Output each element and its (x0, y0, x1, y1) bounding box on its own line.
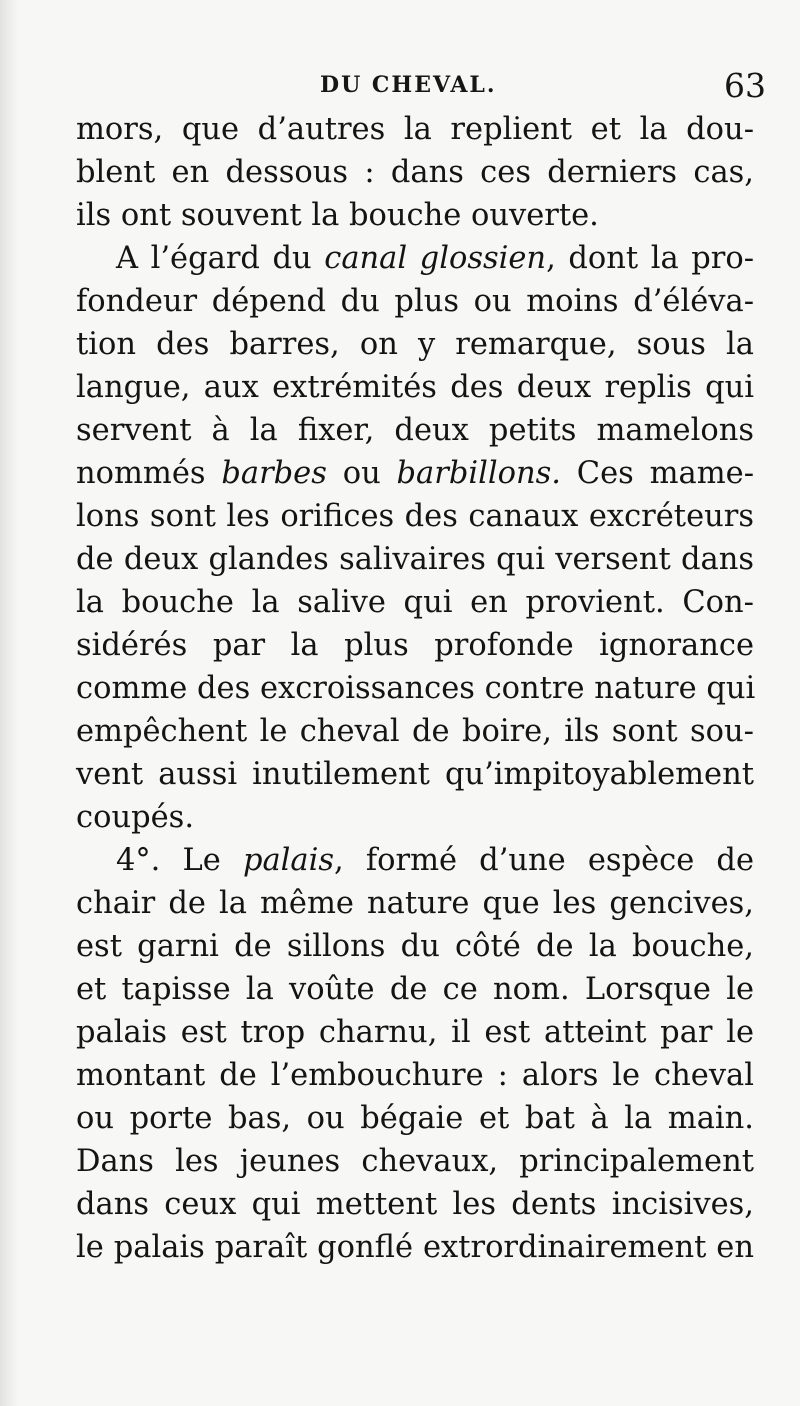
text-line: servent à la fixer, deux petits mamelons (76, 413, 754, 448)
italic-term: palais (242, 843, 334, 878)
body-text (76, 108, 754, 1269)
text-line: dans ceux qui mettent les dents incisives, (76, 1187, 754, 1222)
italic-term: barbillons. (396, 456, 561, 491)
text-line: A l’égard du canal glossien, dont la pro- (116, 241, 755, 276)
text-line: ou porte bas, ou bégaie et bat à la main. (76, 1101, 754, 1136)
text-line: de deux glandes salivaires qui versent dans (76, 542, 754, 577)
text-line: tion des barres, on y remarque, sous la (76, 327, 754, 362)
text-line: la bouche la salive qui en provient. Con- (76, 585, 754, 620)
text-line: est garni de sillons du côté de la bouche, (76, 929, 754, 964)
text-line: empêchent le cheval de boire, ils sont sou- (76, 714, 754, 749)
text-line: mors, que d’autres la replient et la dou- (76, 112, 754, 147)
text-line: blent en dessous : dans ces derniers cas, (76, 155, 754, 190)
text-line: fondeur dépend du plus ou moins d’éléva- (76, 284, 754, 319)
text-line: montant de l’embouchure : alors le cheval (76, 1058, 754, 1093)
text-line: comme des excroissances contre nature qui (76, 671, 756, 706)
text-line: chair de la même nature que les gencives, (76, 886, 754, 921)
page-number: 63 (724, 66, 766, 105)
text-line: vent aussi inutilement qu’impitoyablement (76, 757, 754, 792)
text-line: lons sont les orifices des canaux excréteurs (76, 499, 754, 534)
running-head: DU CHEVAL. (320, 72, 497, 98)
text-line: langue, aux extrémités des deux replis qui (76, 370, 754, 405)
text-line: coupés. (76, 800, 195, 835)
italic-term: canal glossien (324, 241, 547, 276)
text-line: palais est trop charnu, il est atteint par le (76, 1015, 754, 1050)
text-line: le palais paraît gonflé extrordinairement en (76, 1230, 754, 1265)
text-line: Dans les jeunes chevaux, principalement (76, 1144, 754, 1179)
text-line: 4°. Le palais, formé d’une espèce de (116, 843, 754, 878)
text-line: nommés barbes ou barbillons. Ces mame- (76, 456, 755, 491)
italic-term: barbes (221, 456, 327, 491)
text-line: ils ont souvent la bouche ouverte. (76, 198, 599, 233)
text-line: sidérés par la plus profonde ignorance (76, 628, 754, 663)
text-line: et tapisse la voûte de ce nom. Lorsque le (76, 972, 754, 1007)
page-header (76, 66, 766, 106)
